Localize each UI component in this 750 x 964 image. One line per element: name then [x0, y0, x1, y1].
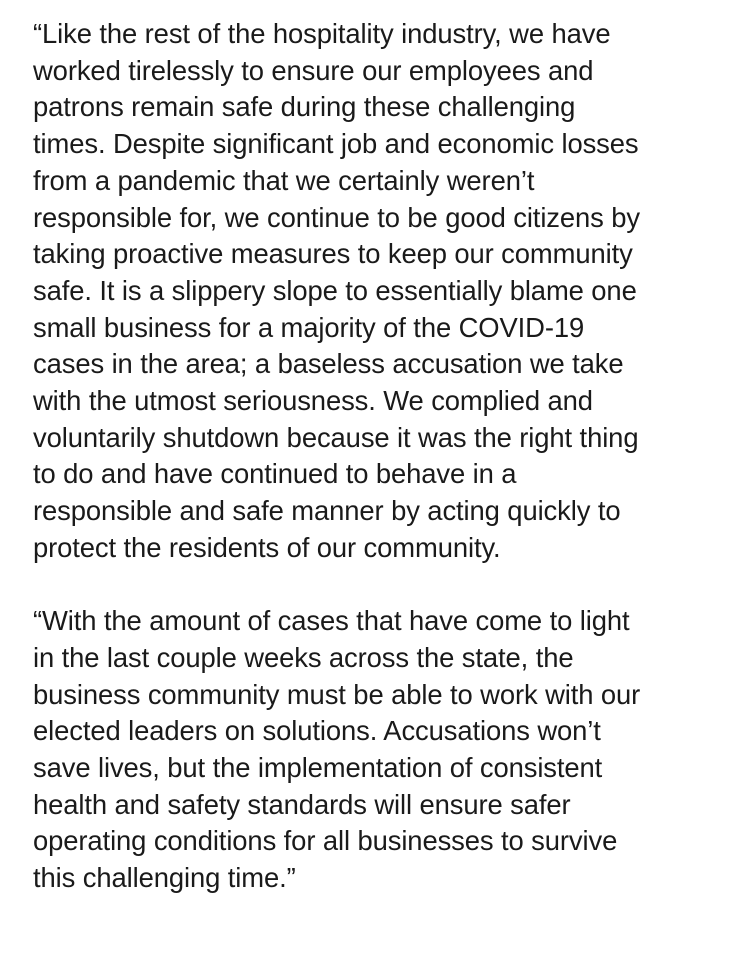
- text-line: operating conditions for all businesses to survive: [33, 825, 618, 857]
- text-line: elected leaders on solutions. Accusations won’t: [33, 715, 601, 747]
- paragraph-1: [33, 16, 733, 567]
- text-line: protect the residents of our community.: [33, 531, 501, 563]
- text-line: with the utmost seriousness. We complied and: [33, 385, 593, 417]
- text-line: responsible for, we continue to be good citizens by: [33, 201, 641, 233]
- text-line: “Like the rest of the hospitality industry, we have: [33, 18, 611, 49]
- text-line: “With the amount of cases that have come to light: [33, 605, 630, 637]
- paragraph-gap: [33, 567, 733, 604]
- text-line: to do and have continued to behave in a: [33, 458, 517, 490]
- text-line: safe. It is a slippery slope to essentially blame one: [33, 274, 637, 306]
- text-line: health and safety standards will ensure safer: [33, 788, 571, 820]
- text-line: voluntarily shutdown because it was the right thing: [33, 421, 639, 453]
- text-line: cases in the area; a baseless accusation we take: [33, 348, 624, 380]
- statement-document: [33, 16, 733, 897]
- text-line: small business for a majority of the COVID-19: [33, 311, 585, 343]
- text-line: times. Despite significant job and economic losses: [33, 128, 639, 160]
- text-line: business community must be able to work with our: [33, 678, 641, 710]
- text-line: responsible and safe manner by acting quickly to: [33, 495, 621, 527]
- paragraph-2: [33, 603, 733, 897]
- text-line: this challenging time.”: [33, 862, 296, 894]
- text-line: worked tirelessly to ensure our employees and: [33, 54, 594, 86]
- text-line: save lives, but the implementation of consistent: [33, 752, 603, 784]
- text-line: from a pandemic that we certainly weren’t: [33, 164, 535, 196]
- text-line: taking proactive measures to keep our community: [33, 238, 633, 270]
- text-line: patrons remain safe during these challenging: [33, 91, 576, 123]
- text-line: in the last couple weeks across the state, the: [33, 641, 574, 673]
